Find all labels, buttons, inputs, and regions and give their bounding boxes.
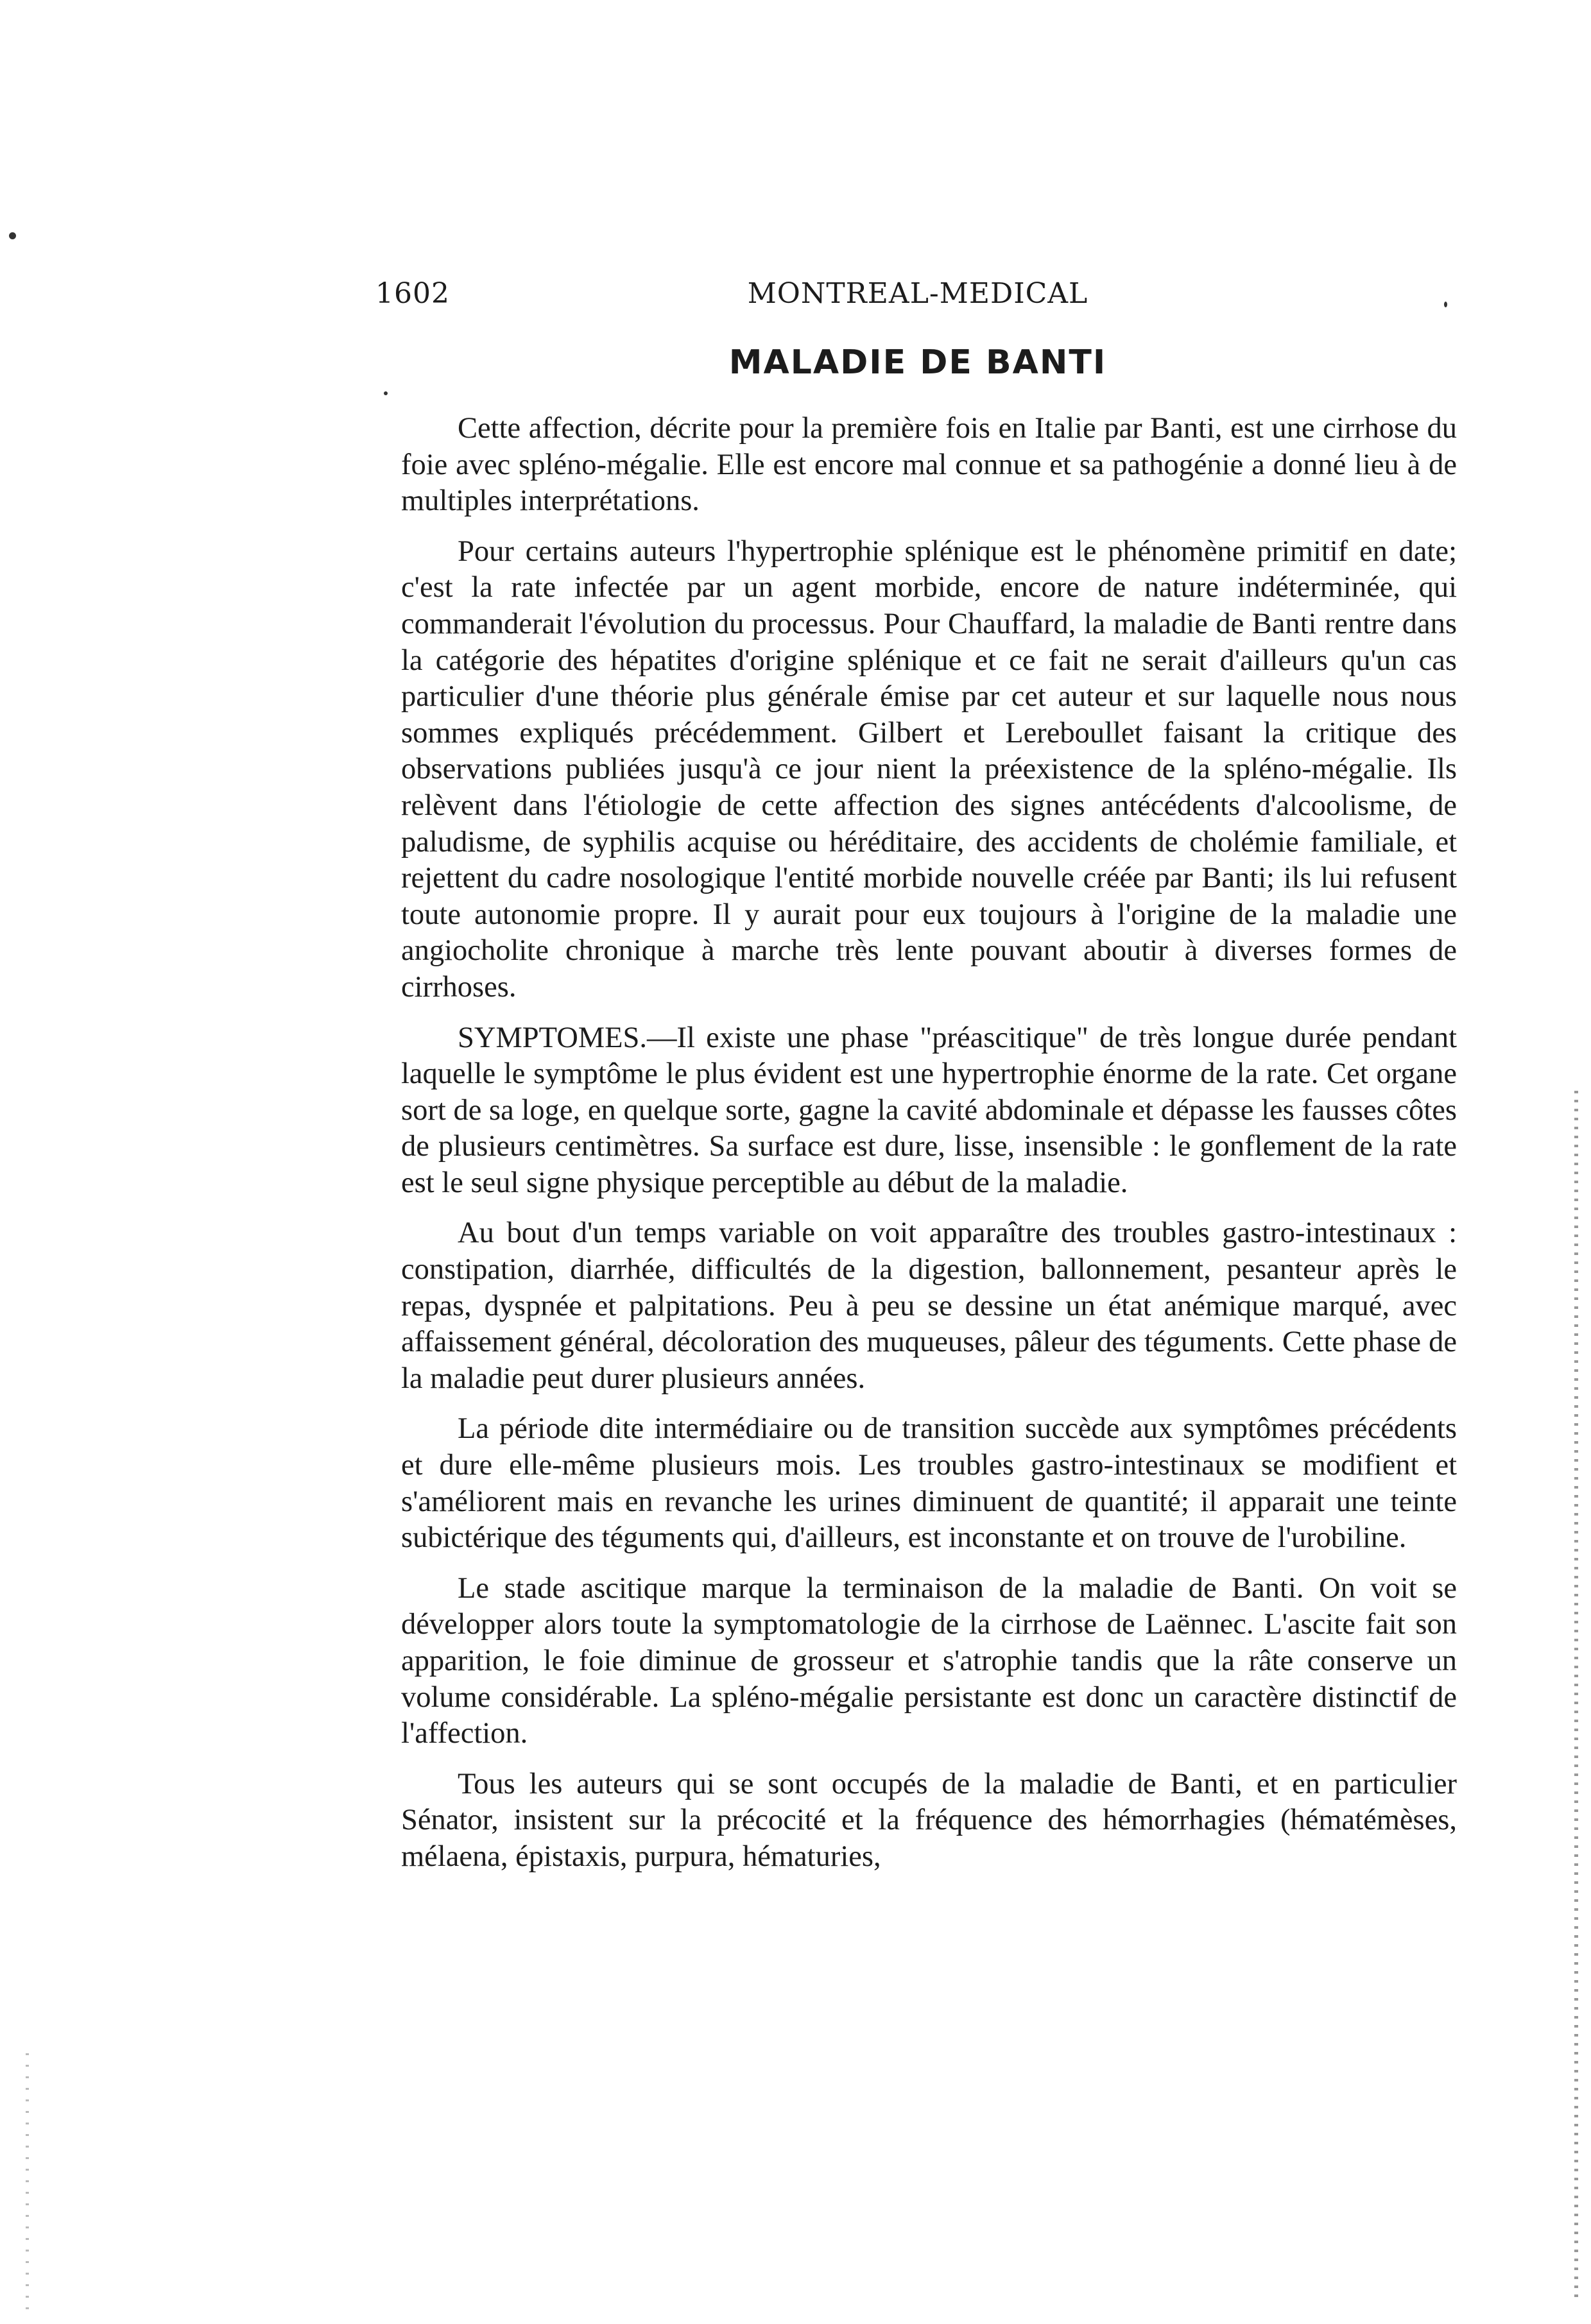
paragraph: Tous les auteurs qui se sont occupés de la maladie de Banti, et en particulier Sénator, insistent sur la précocité et la fréquence des hémorrhagies (hématémèses, mélaena, épistaxis, purpura, hématuries, <box>401 1767 1457 1873</box>
scan-speck <box>9 232 16 239</box>
page-number: 1602 <box>375 277 450 310</box>
paragraph: La période dite intermédiaire ou de transition succède aux symptômes précédents et dure elle-même plusieurs mois. Les troubles gastro-intestinaux se modifient et s'améliorent mais en revanche les urines diminuent de quantité; il apparait une teinte subictérique des téguments qui, d'ailleurs, est inconstante et on trouve de l'urobiline. <box>401 1412 1457 1555</box>
article-title: MALADIE DE BANTI <box>728 343 1107 382</box>
scan-speck <box>384 391 388 395</box>
scan-edge-noise <box>26 2053 29 2310</box>
paragraph: Cette affection, décrite pour la première fois en Italie par Banti, est une cirrhose du foie avec spléno-mégalie. Elle est encore mal connue et sa pathogénie a donné lieu à de multiples interprétations. <box>401 412 1457 518</box>
scan-edge-noise <box>1574 1091 1578 2297</box>
running-title: MONTREAL-MEDICAL <box>747 277 1088 310</box>
paragraph: Le stade ascitique marque la terminaison de la maladie de Banti. On voit se développer alors toute la symptomatologie de la cirrhose de Laënnec. L'ascite fait son apparition, le foie diminue de grosseur et s'atrophie tandis que la râte conserve un volume considérable. La spléno-mégalie persistante est donc un caractère distinctif de l'affection. <box>401 1571 1457 1750</box>
page-header <box>375 277 1460 322</box>
paragraph: Pour certains auteurs l'hypertrophie splénique est le phénomène primitif en date; c'est la rate infectée par un agent morbide, encore de nature indéterminée, qui commanderait l'évolution du processus. Pour Chauffard, la maladie de Banti rentre dans la catégorie des hépatites d'origine splénique et ce fait ne serait d'ailleurs qu'un cas particulier d'une théorie plus générale émise par cet auteur et sur laquelle nous nous sommes expliqués précédemment. Gilbert et Lereboullet faisant la critique des observations publiées jusqu'à ce jour nient la préexistence de la spléno-mégalie. Ils relèvent dans l'étiologie de cette affection des signes antécédents d'alcoolisme, de paludisme, de syphilis acquise ou héréditaire, des accidents de cholémie familiale, et rejettent du cadre nosologique l'entité morbide nouvelle créée par Banti; ils lui refusent toute autonomie propre. Il y aurait pour eux toujours à l'origine de la maladie une angiocholite chronique à marche très lente pouvant aboutir à diverses formes de cirrhoses. <box>401 534 1457 1004</box>
paragraph: SYMPTOMES.—Il existe une phase "préascitique" de très longue durée pendant laquelle le symptôme le plus évident est une hypertrophie énorme de la rate. Cet organe sort de sa loge, en quelque sorte, gagne la cavité abdominale et dépasse les fausses côtes de plusieurs centimètres. Sa surface est dure, lisse, insensible : le gonflement de la rate est le seul signe physique perceptible au début de la maladie. <box>401 1021 1457 1199</box>
article-body <box>401 411 1457 1890</box>
paragraph: Au bout d'un temps variable on voit apparaître des troubles gastro-intestinaux : constipation, diarrhée, difficultés de la digestion, ballonnement, pesanteur après le repas, dyspnée et palpitations. Peu à peu se dessine un état anémique marqué, avec affaissement général, décoloration des muqueuses, pâleur des téguments. Cette phase de la maladie peut durer plusieurs années. <box>401 1217 1457 1395</box>
